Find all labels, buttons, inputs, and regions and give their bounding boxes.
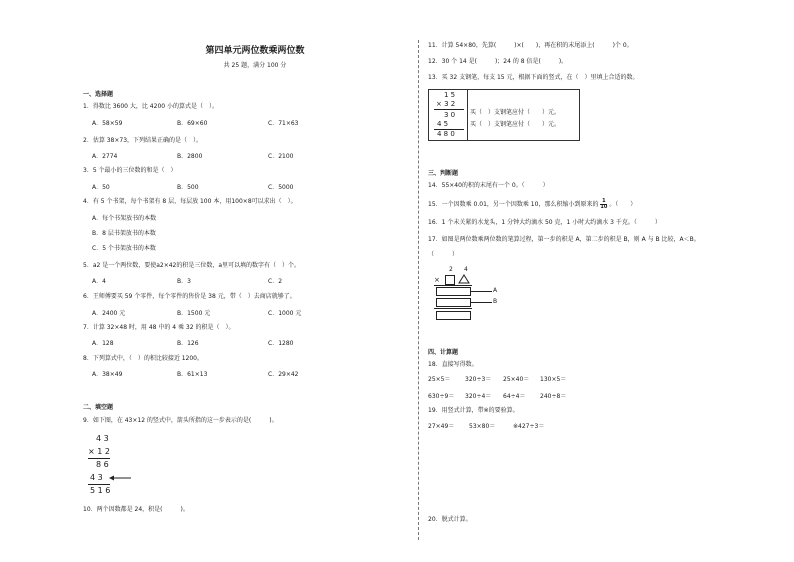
q4-option-b: B．8 层书架放书的本数 — [92, 230, 156, 237]
q3-option-c: C．5000 — [268, 184, 294, 191]
q18-item: 25×5＝ — [428, 376, 451, 383]
q9-rule-2 — [88, 484, 110, 485]
q17-answer-paren: （ ） — [428, 251, 459, 258]
q15-fraction-denominator: 10 — [600, 204, 608, 210]
q5-option-c: C．2 — [268, 278, 283, 285]
q8-option-c: C．29×42 — [268, 371, 299, 378]
q17-label-b: B — [493, 298, 498, 305]
arrow-left-icon — [108, 474, 132, 482]
q13-stem: 13．买 32 支钢笔，每支 15 元，根据下面的竖式，在（ ）里填上合适的数。 — [428, 74, 639, 81]
q8-stem: 8．下列算式中，（ ）的积比较接近 1200。 — [83, 355, 203, 362]
q13-answer-line-1: 买（ ）支钢笔应付（ ）元。 — [470, 109, 561, 116]
q4-stem: 4．有 5 个书架，每个书架有 8 层，每层放 100 本，用100×8可以求出（ ）。 — [83, 198, 297, 205]
q17-product-b-box — [436, 298, 471, 307]
q13-row-multiplicand: 1 5 — [444, 91, 456, 99]
q17-times-sign: × — [434, 276, 440, 284]
q18-item: 320÷4＝ — [465, 393, 492, 400]
q7-option-c: C．1280 — [268, 340, 294, 347]
q16-stem: 16．1 个未关紧的水龙头，1 分钟大约滴水 50 克，1 小时大约滴水 3 千克。（ ） — [428, 219, 661, 226]
q17-total-box — [436, 311, 471, 320]
q17-digit-4: 4 — [464, 266, 468, 273]
q9-stem: 9．如下图，在 43×12 的竖式中，箭头所指的这一步表示的是( )。 — [83, 417, 278, 424]
column-divider — [418, 40, 419, 540]
q12-stem: 12．30 个 14 是( )；24 的 8 倍是( )。 — [428, 58, 568, 65]
q19-item: 53×80＝ — [469, 423, 496, 430]
q17-rule-2 — [434, 308, 472, 309]
q13-answer-line-2: 买（ ）支钢笔应付（ ）元。 — [470, 121, 561, 128]
q13-row-product: 4 8 0 — [437, 130, 455, 138]
q13-row-partial-1: 3 0 — [444, 111, 456, 119]
q3-option-a: A．50 — [92, 184, 110, 191]
q1-option-a: A．58×59 — [92, 120, 123, 127]
q9-row-product: 5 1 6 — [90, 486, 111, 495]
q4-option-c: C．5 个书架放书的本数 — [92, 245, 156, 252]
q17-product-a-box — [436, 287, 471, 296]
q1-option-c: C．71×63 — [268, 120, 299, 127]
q6-option-a: A．2400 元 — [92, 310, 126, 317]
q2-stem: 2．估算 38×73，下列结果正确的是（ ）。 — [83, 137, 203, 144]
q5-stem: 5．a2 是一个两位数，要使a2×42的积是三位数，a里可以填的数字有（ ）个。 — [83, 262, 301, 269]
q17-stem: 17．如图是两位数乘两位数的笔算过程，第一步的积是 A，第二步的积是 B，则 A 与 B 比较，A＜B。 — [428, 236, 700, 243]
q9-row-partial-1: 8 6 — [96, 460, 109, 469]
q15-text-before: 15．一个因数乘 0.01，另一个因数乘 10，那么积缩小到原来的 — [428, 201, 599, 208]
q18-item: 240÷8＝ — [540, 393, 567, 400]
q1-option-b: B．69×60 — [177, 120, 208, 127]
q7-option-a: A．128 — [92, 340, 114, 347]
section-judge-heading: 三、判断题 — [428, 170, 459, 177]
q9-row-partial-2: 4 3 — [90, 473, 103, 482]
section-choice-heading: 一、选择题 — [83, 91, 114, 98]
q17-digit-2: 2 — [449, 266, 453, 273]
q18-item: 130×5＝ — [540, 376, 567, 383]
q17-square-box — [445, 275, 455, 285]
q18-item: 630÷9＝ — [428, 393, 455, 400]
q13-row-partial-2: 4 5 — [437, 120, 449, 128]
q14-stem: 14．55×40的积的末尾有一个 0。（ ） — [428, 182, 549, 189]
q10-stem: 10．两个因数都是 24，积是( )。 — [83, 506, 189, 513]
q11-stem: 11．计算 54×80，先算( )×( )，再在积的末尾添上( )个 0。 — [428, 42, 633, 49]
q2-option-a: A．2774 — [92, 153, 118, 160]
q8-option-b: B．61×13 — [177, 371, 208, 378]
section-calc-heading: 四、计算题 — [428, 349, 459, 356]
q6-option-c: C．1000 元 — [268, 310, 302, 317]
q20-stem: 20．脱式计算。 — [428, 516, 472, 523]
q2-option-c: C．2100 — [268, 153, 294, 160]
q19-stem: 19．用竖式计算，带※的要验算。 — [428, 407, 519, 414]
q15-text-after: 。（ ） — [609, 201, 637, 208]
q15-fraction — [600, 199, 607, 210]
q7-stem: 7．计算 32×48 时，用 48 中的 4 乘 32 的积是（ ）。 — [83, 324, 235, 331]
q7-option-b: B．126 — [177, 340, 199, 347]
q2-option-b: B．2800 — [177, 153, 203, 160]
q1-stem: 1．得数比 3600 大，比 4200 小的算式是（ ）。 — [83, 103, 218, 110]
q17-pointer-a — [470, 291, 492, 292]
section-fill-heading: 二、填空题 — [83, 404, 114, 411]
q9-row-multiplicand: 4 3 — [96, 434, 109, 443]
page-subtitle: 共 25 题，满分 100 分 — [223, 62, 287, 69]
triangle-icon — [458, 274, 470, 284]
q17-label-a: A — [493, 287, 498, 294]
q3-option-b: B．500 — [177, 184, 199, 191]
q17-pointer-b — [470, 302, 492, 303]
q18-item: 64÷4＝ — [503, 393, 526, 400]
q6-option-b: B．1500 元 — [177, 310, 211, 317]
q5-option-a: A．4 — [92, 278, 106, 285]
q9-row-multiplier: × 1 2 — [88, 447, 110, 456]
q17-rule-1 — [434, 285, 472, 286]
q15-fraction-numerator: 1 — [602, 198, 606, 204]
q13-row-multiplier: × 3 2 — [436, 100, 456, 108]
q9-rule-1 — [88, 458, 110, 459]
q13-box-divider — [467, 90, 468, 140]
q8-option-a: A．38×49 — [92, 371, 123, 378]
q18-item: 25×40＝ — [503, 376, 530, 383]
page-title: 第四单元两位数乘两位数 — [205, 46, 305, 56]
q19-item: ※427÷3＝ — [513, 423, 545, 430]
q19-item: 27×49＝ — [428, 423, 455, 430]
q5-option-b: B．3 — [177, 278, 191, 285]
q18-stem: 18．直接写得数。 — [428, 361, 478, 368]
q18-item: 320÷3＝ — [465, 376, 492, 383]
q4-option-a: A．每个书架放书的本数 — [92, 215, 157, 222]
q3-stem: 3．5 个最小的三位数的和是（ ） — [83, 167, 177, 174]
q6-stem: 6．王师傅要买 59 个零件，每个零件的售价是 38 元，带（ ）去商店就够了。 — [83, 293, 296, 300]
q15-stem — [428, 199, 636, 210]
